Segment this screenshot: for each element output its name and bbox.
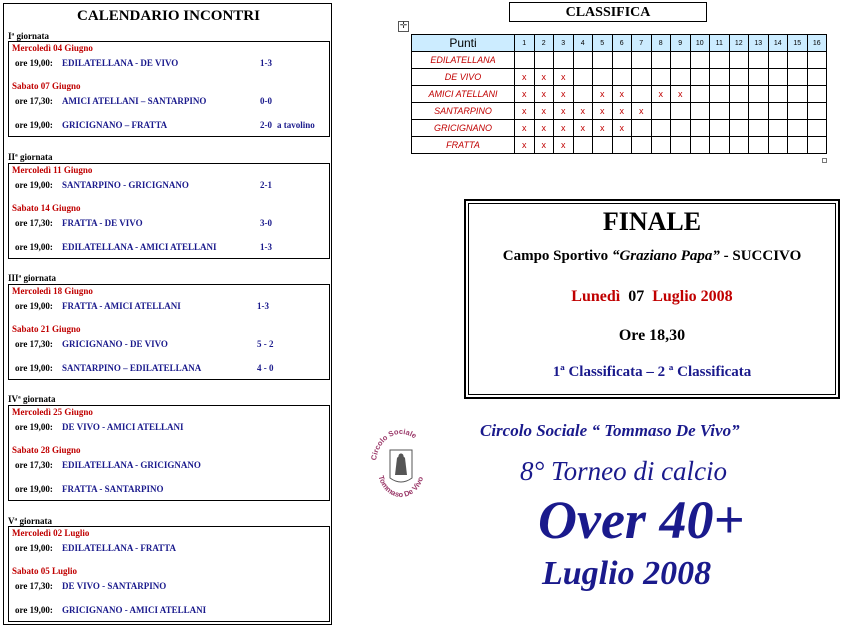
match-time: ore 19,00: xyxy=(15,484,53,494)
match-day: Mercoledì 02 Luglio xyxy=(12,528,90,538)
points-cell: x xyxy=(554,120,574,137)
points-header: Punti xyxy=(412,35,515,52)
match-time: ore 19,00: xyxy=(15,58,53,68)
finale-time: Ore 18,30 xyxy=(618,327,686,344)
points-cell xyxy=(749,86,769,103)
team-name: DE VIVO xyxy=(412,69,515,86)
points-cell xyxy=(534,52,554,69)
match-time: ore 17,30: xyxy=(15,218,53,228)
points-cell: x xyxy=(593,103,613,120)
match-note: a tavolino xyxy=(277,120,315,130)
points-column-header: 12 xyxy=(729,35,749,52)
match-day: Sabato 07 Giugno xyxy=(12,81,81,91)
team-name: GRICIGNANO xyxy=(412,120,515,137)
points-cell xyxy=(651,137,671,154)
points-cell xyxy=(690,120,710,137)
points-column-header: 3 xyxy=(554,35,574,52)
points-cell xyxy=(573,86,593,103)
team-name: AMICI ATELLANI xyxy=(412,86,515,103)
points-cell xyxy=(768,69,788,86)
points-cell xyxy=(749,120,769,137)
points-cell xyxy=(671,137,691,154)
points-column-header: 14 xyxy=(768,35,788,52)
team-name: SANTARPINO xyxy=(412,103,515,120)
finale-venue xyxy=(466,248,838,265)
points-cell xyxy=(768,103,788,120)
points-column-header: 2 xyxy=(534,35,554,52)
points-cell: x xyxy=(554,86,574,103)
standings-row xyxy=(412,103,827,120)
circolo-name: Circolo Sociale “ Tommaso De Vivo” xyxy=(480,421,740,440)
venue-prefix: Campo Sportivo xyxy=(502,248,612,264)
match-score: 1-3 xyxy=(257,301,269,311)
standings-table xyxy=(411,34,827,154)
match-teams: FRATTA - DE VIVO xyxy=(62,218,143,228)
match-time: ore 19,00: xyxy=(15,301,53,311)
points-cell xyxy=(671,69,691,86)
points-column-header: 8 xyxy=(651,35,671,52)
standings-row xyxy=(412,137,827,154)
points-cell: x xyxy=(632,103,652,120)
points-cell xyxy=(768,137,788,154)
move-handle-icon[interactable]: ✛ xyxy=(399,21,408,31)
points-cell xyxy=(729,52,749,69)
match-time: ore 17,30: xyxy=(15,96,53,106)
points-column-header: 11 xyxy=(710,35,730,52)
points-cell xyxy=(768,86,788,103)
classifica-title: CLASSIFICA xyxy=(509,2,707,22)
points-cell xyxy=(690,69,710,86)
round-label: Iª giornata xyxy=(8,31,49,41)
match-teams: DE VIVO - SANTARPINO xyxy=(62,581,167,591)
points-cell xyxy=(515,52,535,69)
match-teams: GRICIGNANO – FRATTA xyxy=(62,120,168,130)
match-teams: GRICIGNANO - AMICI ATELLANI xyxy=(62,605,207,615)
points-cell xyxy=(749,52,769,69)
points-cell: x xyxy=(515,137,535,154)
round-box xyxy=(8,41,330,137)
points-cell xyxy=(593,52,613,69)
finale-teams: 1ª Classificata – 2 ª Classificata xyxy=(552,364,752,380)
match-score: 1-3 xyxy=(260,242,272,252)
round-box xyxy=(8,526,330,622)
points-cell xyxy=(788,103,808,120)
match-score: 3-0 xyxy=(260,218,272,228)
match-time: ore 19,00: xyxy=(15,422,53,432)
points-cell xyxy=(651,52,671,69)
match-teams: DE VIVO - AMICI ATELLANI xyxy=(62,422,184,432)
points-cell xyxy=(671,52,691,69)
points-cell: x xyxy=(554,137,574,154)
points-cell: x xyxy=(612,120,632,137)
match-day: Sabato 28 Giugno xyxy=(12,445,81,455)
points-cell xyxy=(729,103,749,120)
points-cell xyxy=(573,69,593,86)
points-cell: x xyxy=(612,103,632,120)
standings-row xyxy=(412,69,827,86)
points-cell xyxy=(710,86,730,103)
team-name: FRATTA xyxy=(412,137,515,154)
points-cell: x xyxy=(534,137,554,154)
match-teams: SANTARPINO – EDILATELLANA xyxy=(62,363,202,373)
match-teams: EDILATELLANA - AMICI ATELLANI xyxy=(62,242,217,252)
points-cell xyxy=(690,52,710,69)
points-column-header: 5 xyxy=(593,35,613,52)
points-cell: x xyxy=(593,120,613,137)
finale-day-number: 07 xyxy=(628,288,645,305)
points-cell: x xyxy=(671,86,691,103)
points-cell xyxy=(651,120,671,137)
points-cell xyxy=(632,52,652,69)
points-cell xyxy=(788,52,808,69)
points-cell: x xyxy=(515,120,535,137)
match-score: 4 - 0 xyxy=(257,363,274,373)
points-cell: x xyxy=(554,103,574,120)
points-cell xyxy=(690,86,710,103)
standings-row xyxy=(412,120,827,137)
points-cell: x xyxy=(534,120,554,137)
points-cell xyxy=(768,120,788,137)
match-score: 1-3 xyxy=(260,58,272,68)
points-cell: x xyxy=(515,86,535,103)
points-cell: x xyxy=(515,103,535,120)
standings-row xyxy=(412,52,827,69)
points-cell: x xyxy=(554,69,574,86)
points-cell xyxy=(710,103,730,120)
points-cell xyxy=(690,137,710,154)
match-score: 0-0 xyxy=(260,96,272,106)
points-column-header: 4 xyxy=(573,35,593,52)
points-cell xyxy=(671,103,691,120)
points-cell xyxy=(710,52,730,69)
points-cell: x xyxy=(612,86,632,103)
venue-name: “Graziano Papa” xyxy=(611,248,720,264)
points-cell xyxy=(788,86,808,103)
torneo-title: 8° Torneo di calcio xyxy=(520,456,728,486)
luglio-2008-title: Luglio 2008 xyxy=(542,555,712,592)
standings-header-row xyxy=(412,35,827,52)
match-time: ore 19,00: xyxy=(15,363,53,373)
match-teams: GRICIGNANO - DE VIVO xyxy=(62,339,168,349)
circolo-logo xyxy=(368,420,434,502)
match-time: ore 19,00: xyxy=(15,605,53,615)
finale-title: FINALE xyxy=(602,207,702,236)
finale-box xyxy=(464,199,840,399)
resize-handle-icon[interactable] xyxy=(822,158,827,163)
points-cell xyxy=(729,69,749,86)
points-cell xyxy=(632,69,652,86)
points-cell xyxy=(612,137,632,154)
match-day: Mercoledì 11 Giugno xyxy=(12,165,93,175)
points-cell xyxy=(710,69,730,86)
points-cell xyxy=(612,69,632,86)
points-cell xyxy=(749,69,769,86)
points-cell xyxy=(729,86,749,103)
points-cell: x xyxy=(534,103,554,120)
points-cell: x xyxy=(534,86,554,103)
points-cell xyxy=(690,103,710,120)
match-day: Sabato 21 Giugno xyxy=(12,324,81,334)
finale-month: Luglio 2008 xyxy=(652,288,733,305)
standings-row xyxy=(412,86,827,103)
points-column-header: 15 xyxy=(788,35,808,52)
points-cell xyxy=(710,120,730,137)
points-column-header: 13 xyxy=(749,35,769,52)
points-cell: x xyxy=(651,86,671,103)
points-cell xyxy=(651,69,671,86)
round-box xyxy=(8,284,330,380)
points-column-header: 9 xyxy=(671,35,691,52)
match-time: ore 17,30: xyxy=(15,339,53,349)
points-cell xyxy=(593,137,613,154)
match-day: Mercoledì 25 Giugno xyxy=(12,407,93,417)
points-cell: x xyxy=(573,103,593,120)
match-day: Sabato 05 Luglio xyxy=(12,566,78,576)
match-time: ore 17,30: xyxy=(15,460,53,470)
points-cell xyxy=(593,69,613,86)
points-cell xyxy=(729,137,749,154)
svg-text:Circolo Sociale: Circolo Sociale xyxy=(369,426,419,461)
points-cell xyxy=(710,137,730,154)
points-cell xyxy=(671,120,691,137)
match-day: Mercoledì 18 Giugno xyxy=(12,286,93,296)
points-column-header: 10 xyxy=(690,35,710,52)
points-cell xyxy=(788,69,808,86)
match-score: 5 - 2 xyxy=(257,339,274,349)
match-teams: FRATTA - AMICI ATELLANI xyxy=(62,301,181,311)
points-column-header: 7 xyxy=(632,35,652,52)
calendar-panel xyxy=(3,3,332,625)
match-time: ore 17,30: xyxy=(15,581,53,591)
points-column-header: 16 xyxy=(807,35,827,52)
points-cell xyxy=(729,120,749,137)
points-cell xyxy=(788,137,808,154)
match-teams: AMICI ATELLANI – SANTARPINO xyxy=(62,96,207,106)
match-teams: EDILATELLANA - FRATTA xyxy=(62,543,177,553)
match-time: ore 19,00: xyxy=(15,543,53,553)
match-day: Mercoledì 04 Giugno xyxy=(12,43,93,53)
round-box xyxy=(8,163,330,259)
points-cell xyxy=(573,52,593,69)
points-cell xyxy=(807,120,827,137)
points-cell: x xyxy=(515,69,535,86)
points-cell xyxy=(807,69,827,86)
match-teams: EDILATELLANA - GRICIGNANO xyxy=(62,460,201,470)
match-day: Sabato 14 Giugno xyxy=(12,203,81,213)
over40-title: Over 40+ xyxy=(538,490,745,550)
points-cell xyxy=(749,137,769,154)
calendar-title: CALENDARIO INCONTRI xyxy=(77,8,260,24)
match-time: ore 19,00: xyxy=(15,180,53,190)
finale-day: Lunedì xyxy=(571,288,621,305)
finale-date xyxy=(466,288,838,306)
round-label: Vª giornata xyxy=(8,516,52,526)
points-column-header: 1 xyxy=(515,35,535,52)
match-teams: FRATTA - SANTARPINO xyxy=(62,484,164,494)
points-cell xyxy=(651,103,671,120)
round-label: IIª giornata xyxy=(8,152,53,162)
points-cell xyxy=(788,120,808,137)
points-cell xyxy=(749,103,769,120)
points-cell: x xyxy=(573,120,593,137)
points-cell xyxy=(554,52,574,69)
points-cell xyxy=(807,52,827,69)
points-cell xyxy=(807,137,827,154)
points-cell: x xyxy=(593,86,613,103)
venue-suffix: - SUCCIVO xyxy=(719,248,802,264)
points-cell xyxy=(612,52,632,69)
match-time: ore 19,00: xyxy=(15,120,53,130)
points-cell: x xyxy=(534,69,554,86)
svg-text:Tommaso De Vivo: Tommaso De Vivo xyxy=(376,474,426,500)
match-teams: EDILATELLANA - DE VIVO xyxy=(62,58,179,68)
match-score: 2-0 xyxy=(260,120,272,130)
points-cell xyxy=(632,86,652,103)
points-cell xyxy=(573,137,593,154)
round-box xyxy=(8,405,330,501)
points-column-header: 6 xyxy=(612,35,632,52)
round-label: IVª giornata xyxy=(8,394,56,404)
match-time: ore 19,00: xyxy=(15,242,53,252)
team-name: EDILATELLANA xyxy=(412,52,515,69)
points-cell xyxy=(807,86,827,103)
points-cell xyxy=(768,52,788,69)
match-score: 2-1 xyxy=(260,180,272,190)
points-cell xyxy=(807,103,827,120)
match-teams: SANTARPINO - GRICIGNANO xyxy=(62,180,189,190)
points-cell xyxy=(632,137,652,154)
round-label: IIIª giornata xyxy=(8,273,56,283)
points-cell xyxy=(632,120,652,137)
